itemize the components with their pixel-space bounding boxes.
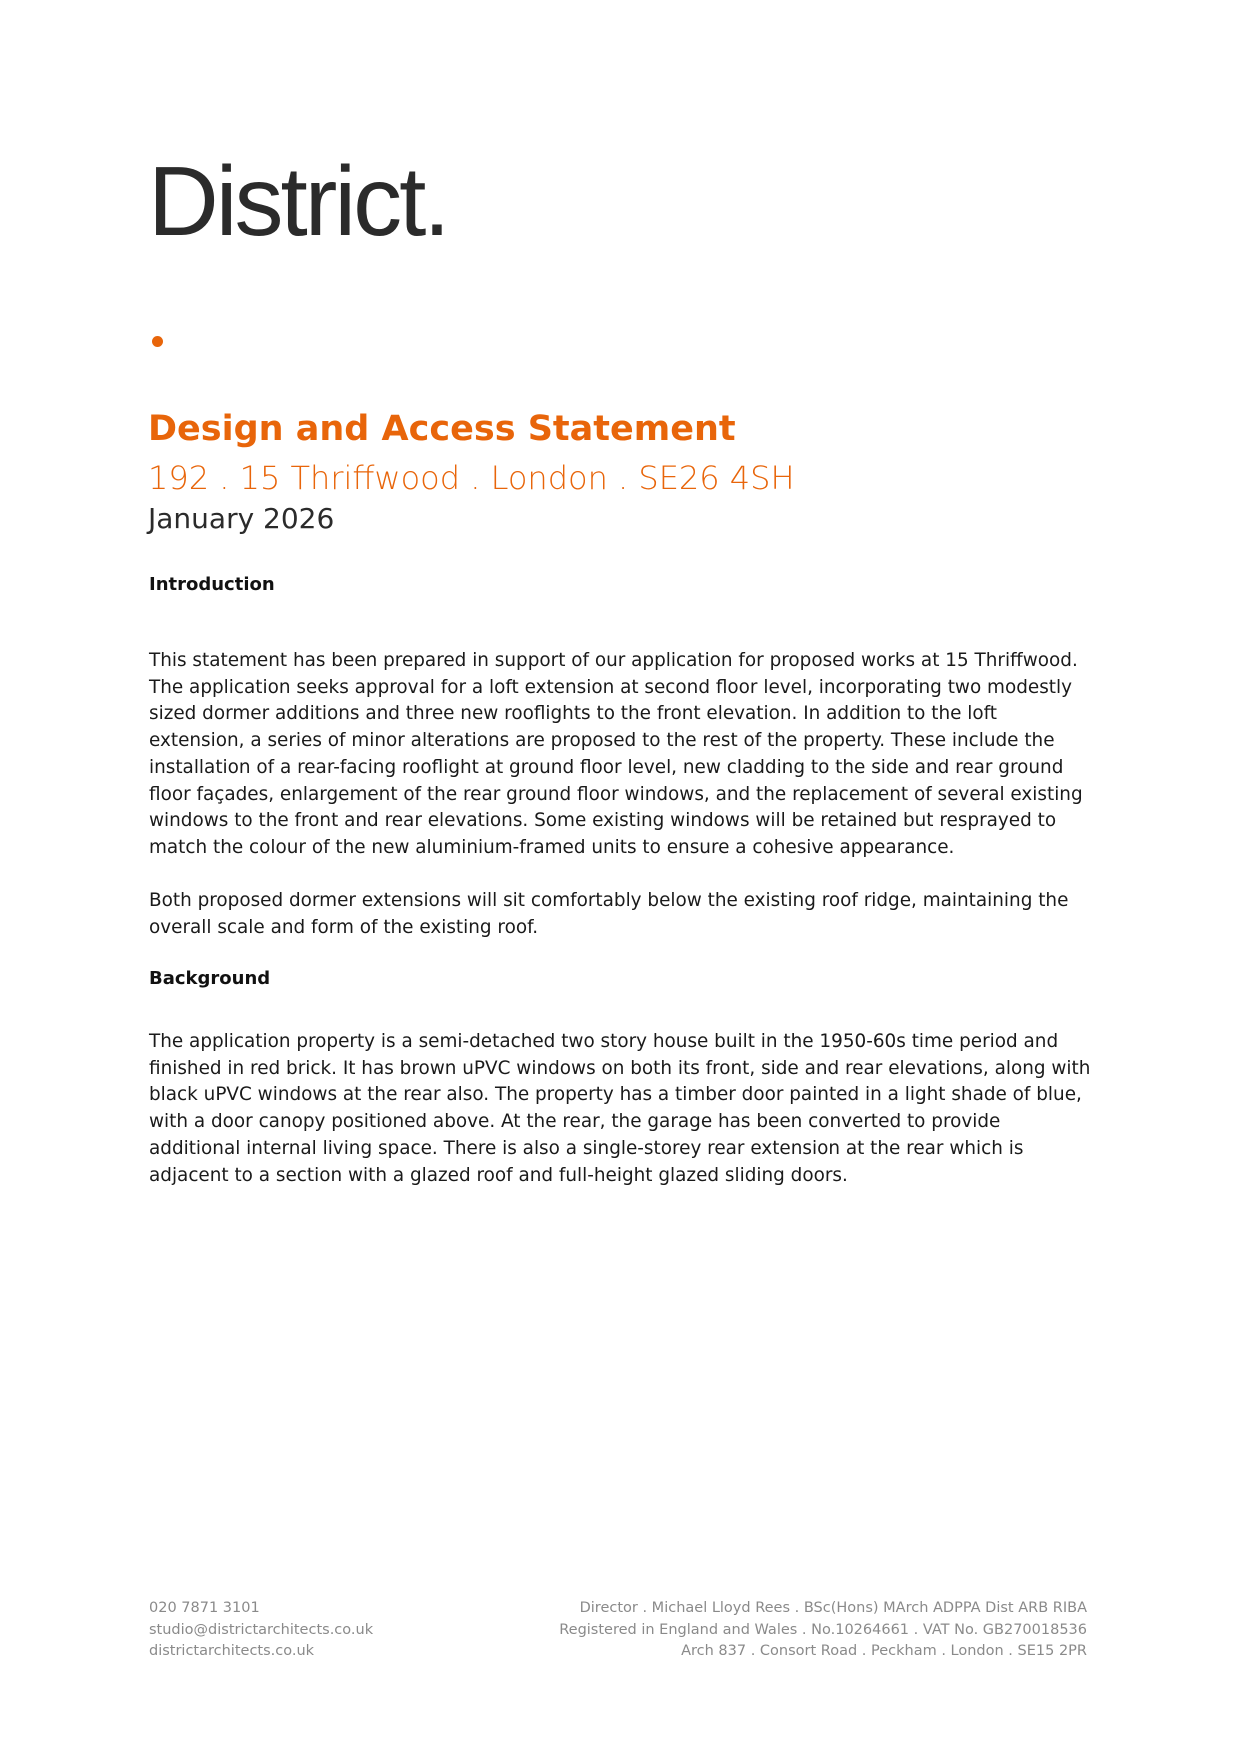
- footer-address: Arch 837 . Consort Road . Peckham . London . SE15 2PR: [681, 1643, 1087, 1659]
- introduction-paragraph-1: This statement has been prepared in support of our application for proposed works at 15 Thriffwood. The application seeks approval for a loft extension at second floor level, incorporating two modestly sized dormer additions and three new rooflights to the front elevation. In addition to the loft extension, a series of minor alterations are proposed to the rest of the property. These include the installation of a rear-facing rooflight at ground floor level, new cladding to the side and rear ground floor façades, enlargement of the rear ground floor windows, and the replacement of several existing windows to the front and rear elevations. Some existing windows will be retained but resprayed to match the colour of the new aluminium-framed units to ensure a cohesive appearance.: [149, 650, 1083, 858]
- accent-dot: [152, 336, 163, 347]
- footer-website: districtarchitects.co.uk: [149, 1643, 315, 1659]
- document-date: January 2026: [148, 502, 335, 535]
- background-paragraph-1: The application property is a semi-detached two story house built in the 1950-60s time period and finished in red brick. It has brown uPVC windows on both its front, side and rear elevations, along with black uPVC windows at the rear also. The property has a timber door painted in a light shade of blue, with a door canopy positioned above. At the rear, the garage has been converted to provide additional internal living space. There is also a single-storey rear extension at the rear which is adjacent to a section with a glazed roof and full-height glazed sliding doors.: [149, 1031, 1091, 1186]
- introduction-heading: Introduction: [149, 574, 275, 595]
- project-address: 192 . 15 Thriffwood . London . SE26 4SH: [148, 459, 795, 497]
- footer-company-info: [559, 1598, 1087, 1663]
- footer-email: studio@districtarchitects.co.uk: [149, 1621, 374, 1638]
- company-logo: District.: [148, 146, 448, 256]
- document-title: Design and Access Statement: [148, 409, 736, 449]
- footer-phone: 020 7871 3101: [149, 1600, 260, 1616]
- introduction-paragraph-2: Both proposed dormer extensions will sit comfortably below the existing roof ridge, maintaining the overall scale and form of the existing roof.: [149, 890, 1069, 938]
- background-heading: Background: [149, 968, 271, 989]
- footer-contact: [149, 1598, 373, 1663]
- footer-registration: Registered in England and Wales . No.10264661 . VAT No. GB270018536: [559, 1621, 1087, 1638]
- footer-director: Director . Michael Lloyd Rees . BSc(Hons) MArch ADPPA Dist ARB RIBA: [579, 1600, 1087, 1616]
